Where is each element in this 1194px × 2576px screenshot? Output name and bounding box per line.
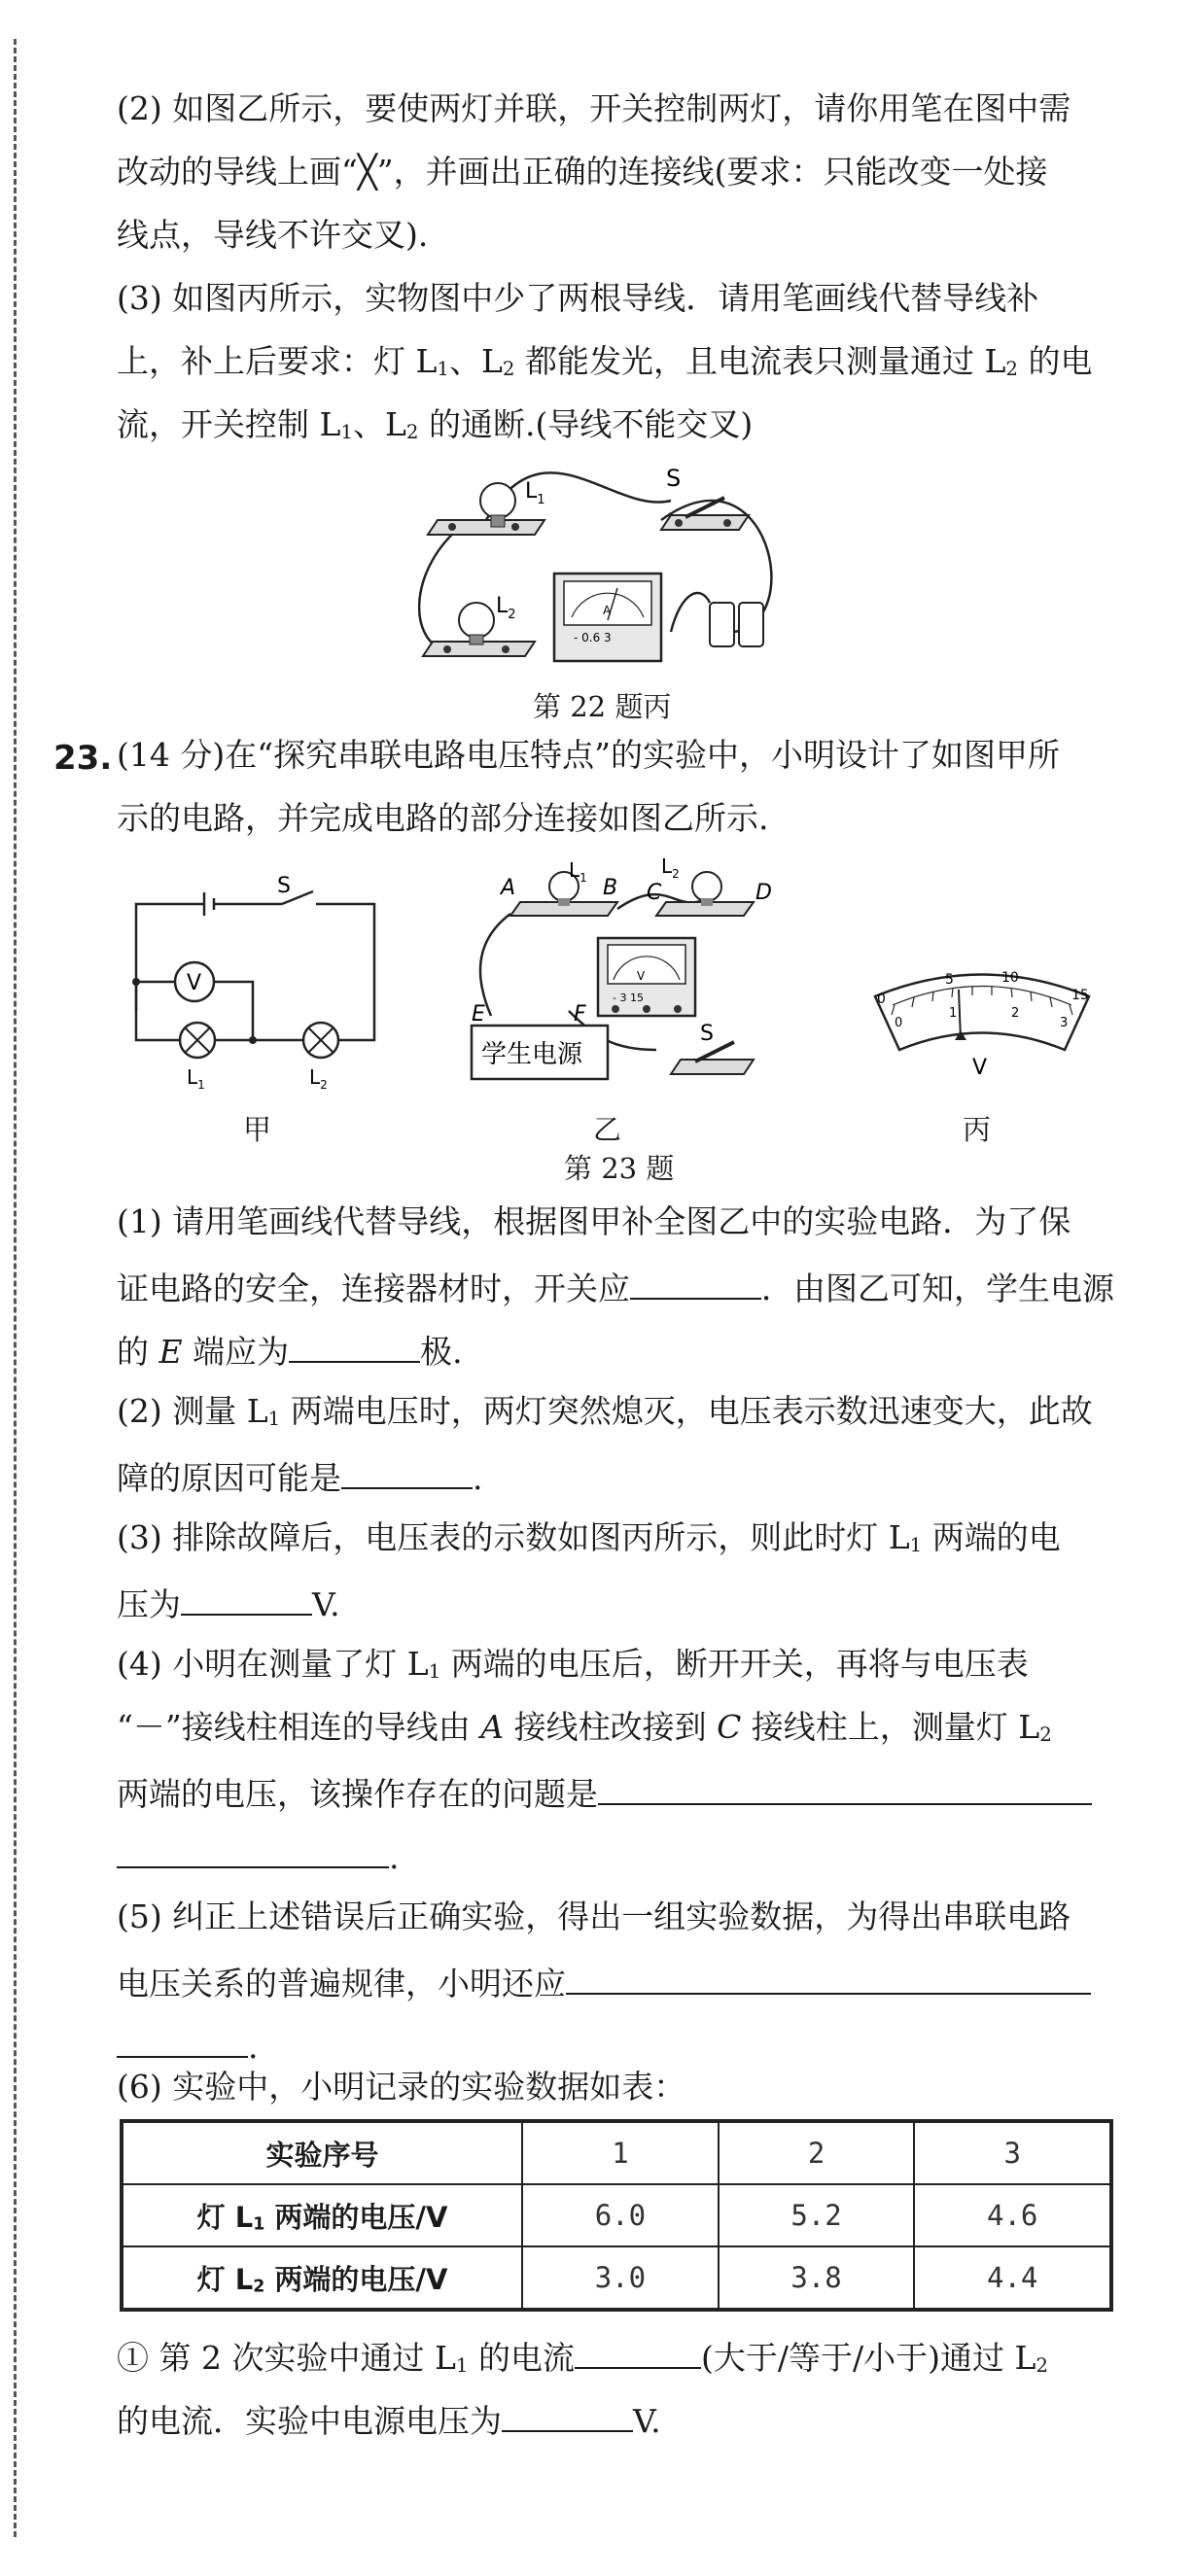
table-row: 实验序号 1 2 3 <box>122 2121 1111 2184</box>
figure-23-yi-circuit <box>452 855 773 1098</box>
svg-text:E: E <box>472 1002 485 1027</box>
svg-text:V: V <box>637 969 646 983</box>
q23-part3-line1: (3) 排除故障后，电压表的示数如图丙所示，则此时灯 $L_1$ 两端的电 <box>117 1518 1061 1556</box>
svg-text:- 3 15: - 3 15 <box>613 992 644 1004</box>
q23-part4-line2: “－”接线柱相连的导线由 A 接线柱改接到 C 接线柱上，测量灯 $L_2$ <box>117 1708 1052 1746</box>
svg-text:V: V <box>972 1056 988 1079</box>
q23-part3-line2: 压为 V. <box>117 1585 340 1623</box>
figure-23-jia-circuit <box>117 875 408 1098</box>
q23-part5-line1: (5) 纠正上述错误后正确实验，得出一组实验数据，为得出串联电路 <box>117 1897 1071 1935</box>
svg-text:5: 5 <box>945 972 954 988</box>
answer-blank-next-step[interactable] <box>566 1964 1091 1995</box>
q22-part2-line2: 改动的导线上画“╳”，并画出正确的连接线(要求：只能改变一处接 <box>117 153 1048 191</box>
figure-23-yi-label: 乙 <box>593 1113 622 1146</box>
q23-part6-line1: (6) 实验中，小明记录的实验数据如表： <box>117 2068 686 2106</box>
svg-text:L2: $L_2$ <box>309 1065 328 1092</box>
answer-blank-voltage[interactable] <box>181 1584 312 1616</box>
answer-blank-source-voltage[interactable] <box>502 2401 633 2432</box>
answer-blank-current-compare[interactable] <box>575 2338 701 2369</box>
q22-part3-line2: 上，补上后要求：灯 $L_1$、$L_2$ 都能发光，且电流表只测量通过 $L_2$ 的电 <box>117 342 1093 380</box>
q22-part3-line3: 流，开关控制 $L_1$、$L_2$ 的通断.(导线不能交叉) <box>117 405 754 443</box>
q23-part7-line2: 的电流．实验中电源电压为 V. <box>117 2402 661 2440</box>
svg-text:S: S <box>277 875 291 898</box>
binding-margin-dashes <box>14 39 17 2537</box>
figure-22-L2-label: $L_2$ <box>496 594 516 622</box>
svg-text:0: 0 <box>877 992 886 1007</box>
answer-blank-operation-problem[interactable] <box>598 1774 1092 1805</box>
q23-part4-line4: . <box>117 1837 1118 1873</box>
svg-text:- 0.6 3: - 0.6 3 <box>574 631 612 644</box>
svg-text:D: D <box>755 881 772 905</box>
student-power-supply-label: 学生电源 <box>481 1040 583 1069</box>
answer-blank-fault-cause[interactable] <box>341 1458 473 1489</box>
figure-22-L1-label: $L_1$ <box>525 479 545 507</box>
svg-text:3: 3 <box>1060 1016 1069 1030</box>
figure-23-jia-label: 甲 <box>243 1113 272 1146</box>
svg-text:L1: $L_1$ <box>569 858 587 885</box>
q23-part4-line1: (4) 小明在测量了灯 $L_1$ 两端的电压后，断开开关，再将与电压表 <box>117 1645 1029 1683</box>
q23-part1-line3: 的 E 端应为 极. <box>117 1333 463 1371</box>
table-row: 灯 $L_2$ 两端的电压/V 3.0 3.8 4.4 <box>122 2246 1111 2310</box>
svg-text:A: A <box>603 604 612 617</box>
svg-text:L1: $L_1$ <box>187 1065 205 1092</box>
figure-22-bing <box>418 447 826 676</box>
q23-part2-line1: (2) 测量 $L_1$ 两端电压时，两灯突然熄灭，电压表示数迅速变大，此故 <box>117 1392 1093 1430</box>
figure-23-bing-label: 丙 <box>963 1113 992 1146</box>
figure-23-bing-voltmeter-dial <box>865 962 1099 1079</box>
svg-text:L2: $L_2$ <box>661 855 680 881</box>
q22-part2-line1: (2) 如图乙所示，要使两灯并联，开关控制两灯，请你用笔在图中需 <box>117 89 1071 127</box>
q23-intro-line2: 示的电路，并完成电路的部分连接如图乙所示. <box>117 799 769 837</box>
q23-part5-line3: . <box>117 2027 1118 2063</box>
svg-text:15: 15 <box>1071 988 1089 1003</box>
svg-text:F: F <box>574 1002 586 1027</box>
svg-text:C: C <box>647 881 662 905</box>
experiment-data-table <box>120 2119 1113 2312</box>
q22-part3-line1: (3) 如图丙所示，实物图中少了两根导线．请用笔画线代替导线补 <box>117 279 1039 317</box>
question-number-23: 23. <box>53 739 113 778</box>
q23-part2-line2: 障的原因可能是 . <box>117 1459 483 1497</box>
svg-text:V: V <box>187 971 202 995</box>
q23-part1-line1: (1) 请用笔画线代替导线，根据图甲补全图乙中的实验电路．为了保 <box>117 1202 1071 1240</box>
answer-blank-operation-problem-cont[interactable] <box>117 1837 389 1868</box>
figure-23-caption: 第 23 题 <box>564 1152 675 1185</box>
svg-text:10: 10 <box>1001 970 1019 986</box>
svg-text:B: B <box>603 876 618 900</box>
answer-blank-pole[interactable] <box>289 1332 420 1363</box>
svg-text:1: 1 <box>949 1006 958 1021</box>
q23-part5-line2: 电压关系的普遍规律，小明还应 <box>117 1964 1118 2000</box>
svg-text:2: 2 <box>1011 1006 1020 1021</box>
svg-text:A: A <box>501 876 516 900</box>
q22-part2-line3: 线点，导线不许交叉). <box>117 216 429 254</box>
answer-blank-switch-state[interactable] <box>630 1269 761 1300</box>
figure-22-caption: 第 22 题丙 <box>533 690 672 723</box>
table-row: 灯 $L_1$ 两端的电压/V 6.0 5.2 4.6 <box>122 2184 1111 2246</box>
q23-part1-line2: 证电路的安全，连接器材时，开关应 ．由图乙可知，学生电源 <box>117 1270 1114 1307</box>
svg-text:S: S <box>700 1022 714 1046</box>
q23-part7-line1: ① 第 2 次实验中通过 $L_1$ 的电流 (大于/等于/小于)通过 $L_2$ <box>117 2339 1048 2377</box>
answer-blank-next-step-cont[interactable] <box>117 2027 248 2058</box>
svg-text:0: 0 <box>895 1016 903 1030</box>
q23-part4-line3: 两端的电压，该操作存在的问题是 <box>117 1774 1118 1810</box>
figure-22-switch-label: S <box>666 465 682 492</box>
q23-intro-line1: (14 分)在“探究串联电路电压特点”的实验中，小明设计了如图甲所 <box>117 736 1060 774</box>
